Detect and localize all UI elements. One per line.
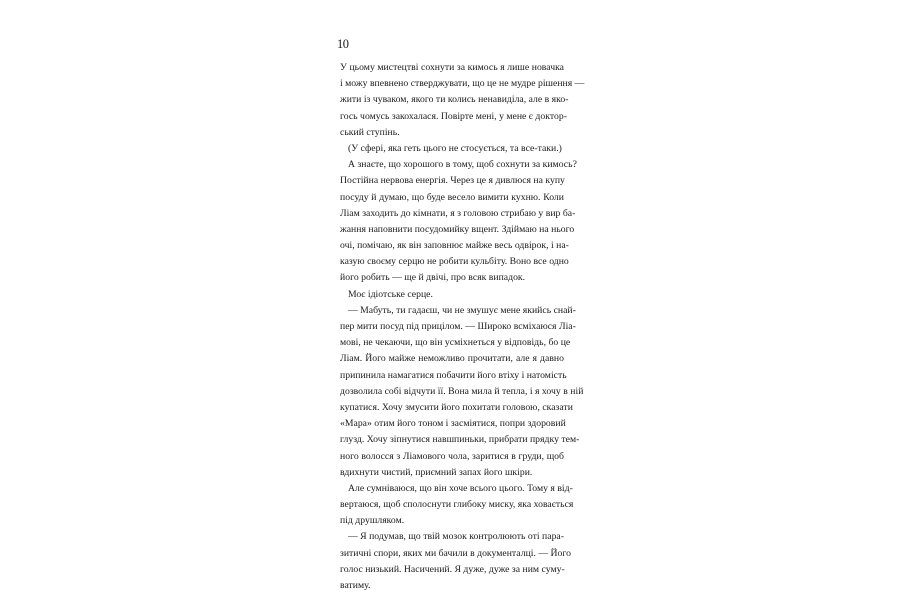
text-line: пер мити посуд під прицілом. — Широко всміхаюся Ліа- [340, 321, 576, 332]
text-line: очі, помічаю, як він заповнює майже весь одвірок, і на- [340, 240, 569, 252]
paragraph [340, 287, 564, 303]
text-line: посуду й думаю, що буде весело вимити кухню. Коли [340, 191, 564, 203]
paragraph [340, 303, 584, 481]
text-line: вдихнути чистий, приємний запах його шкіри. [340, 466, 533, 478]
text-line: Але сумніваюся, що він хоче всього цього. Тому я від- [348, 482, 573, 494]
text-line: «Мара» отим його тоном і засміятися, попри здоровий [340, 418, 566, 430]
text-line: (У сфері, яка геть цього не стосується, та все-таки.) [348, 142, 562, 154]
text-line: вертаюся, щоб сполоснути глибоку миску, яка ховається [340, 499, 574, 511]
text-line: Моє ідіотське серце. [348, 288, 433, 300]
text-line: мові, не чекаючи, що він усміхнеться у відповідь, бо це [340, 337, 571, 349]
text-line: і можу впевнено стверджувати, що це не мудре рішення — [340, 78, 585, 90]
text-line: його робить — ще й двічі, про всяк випадок. [340, 272, 526, 284]
text-line: ного волосся з Ліамового чола, заритися в груди, щоб [340, 450, 564, 462]
text-line: Ліам. Його майже неможливо прочитати, але я давно [340, 353, 564, 365]
paragraph [340, 157, 577, 287]
text-line: ватиму. [340, 580, 371, 591]
paragraph [340, 60, 585, 141]
text-line: — Я подумав, що твій мозок контролюють оті пара- [348, 531, 564, 543]
text-line: ський ступінь. [340, 126, 400, 138]
page-number: 10 [337, 37, 349, 51]
text-line: жити із чуваком, якого ти колись ненавиділа, але в яко- [340, 94, 569, 106]
text-line: зитичні спори, яких ми бачили в документалці. — Його [340, 547, 572, 559]
paragraph [340, 141, 564, 157]
paragraph [340, 529, 572, 594]
text-line: Ліам заходить до кімнати, я з головою стрибаю у вир ба- [340, 207, 576, 219]
text-line: глузд. Хочу зіпнутися навшпиньки, прибрати прядку тем- [340, 434, 580, 446]
text-line: Постійна нервова енергія. Через це я дивлюся на купу [340, 175, 565, 187]
text-line: гось чомусь закохалася. Повірте мені, у мене є доктор- [340, 110, 567, 122]
text-line: казую своєму серцю не робити кульбіту. Воно все одно [340, 256, 569, 268]
text-line: жання наповнити посудомийку вщент. Здіймаю на нього [340, 223, 575, 235]
text-line: — Мабуть, ти гадаєш, чи не змушує мене якийсь снай- [348, 304, 576, 316]
text-line: А знаєте, що хорошого в тому, щоб сохнути за кимось? [348, 159, 577, 171]
text-line: дозволила собі відчути її. Вона мила й тепла, і я хочу в ній [340, 385, 584, 397]
text-line: У цьому мистецтві сохнути за кимось я лише новачка [340, 62, 564, 73]
text-line: припинила намагатися побачити його втіху і натомість [340, 369, 567, 381]
paragraph [340, 481, 574, 530]
text-line: купатися. Хочу змусити його похитати головою, сказати [340, 401, 573, 413]
body-text [340, 60, 585, 594]
text-line: під друшляком. [340, 515, 405, 527]
text-line: голос низький. Насичений. Я дуже, дуже за ним суму- [340, 563, 565, 575]
